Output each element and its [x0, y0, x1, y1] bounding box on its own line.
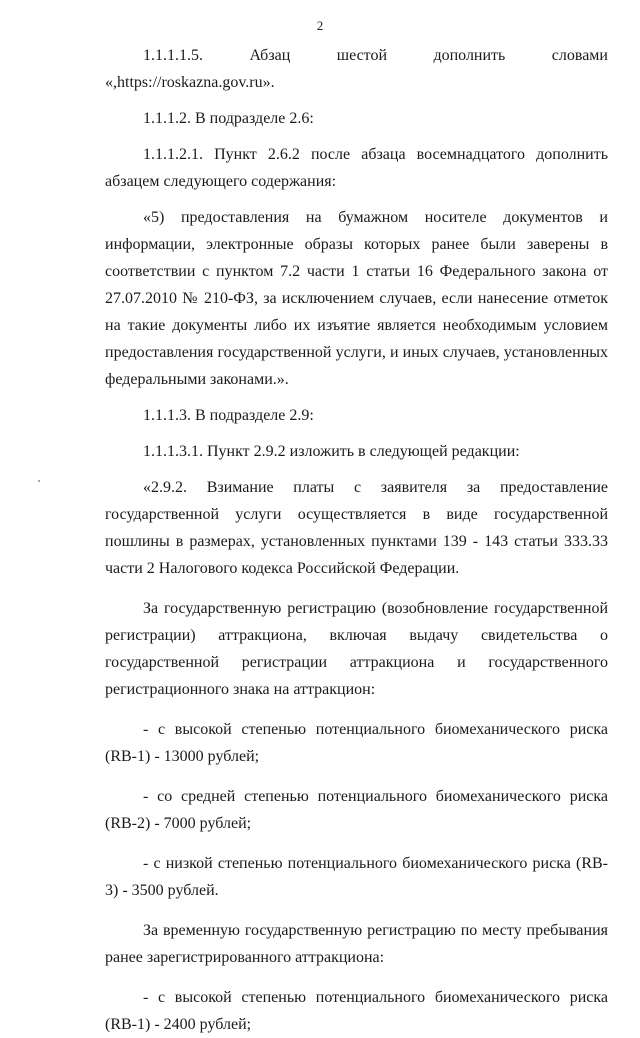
- fee-item-rb1: - с высокой степенью потенциального биомеханического риска (RB-1) - 13000 рублей;: [105, 721, 608, 765]
- temp-fee-item-rb1: - с высокой степенью потенциального биомеханического риска (RB-1) - 2400 рублей;: [105, 989, 608, 1033]
- fee-item-rb3: - с низкой степенью потенциального биомеханического риска (RB-3) - 3500 рублей.: [105, 855, 608, 899]
- paragraph-1-1-1-3-1: 1.1.1.3.1. Пункт 2.9.2 изложить в следующей редакции:: [143, 443, 520, 460]
- paragraph-1-1-1-3: 1.1.1.3. В подразделе 2.9:: [143, 407, 314, 424]
- paragraph-registration-fees: За государственную регистрацию (возобновление государственной регистрации) аттракциона, включая выдачу свидетельства о государственной регистрации аттракциона и государственного регистрационного знака на аттракцион:: [105, 600, 608, 698]
- page-number: 2: [316, 18, 324, 33]
- document-body: [105, 42, 608, 1038]
- paragraph-1-1-1-2: 1.1.1.2. В подразделе 2.6:: [143, 110, 314, 127]
- fee-item-rb2: - со средней степенью потенциального биомеханического риска (RB-2) - 7000 рублей;: [105, 788, 608, 832]
- paragraph-2-9-2: «2.9.2. Взимание платы с заявителя за предоставление государственной услуги осуществляется в виде государственной пошлины в размерах, установленных пунктами 139 - 143 статьи 333.33 части 2 Налогового кодекса Российской Федерации.: [105, 479, 608, 577]
- paragraph-1-1-1-2-1: 1.1.1.2.1. Пункт 2.6.2 после абзаца восемнадцатого дополнить абзацем следующего содержания:: [105, 146, 608, 190]
- scan-speck: [38, 480, 40, 482]
- paragraph-1-1-1-1-5: 1.1.1.1.5. Абзац шестой дополнить словами «,https://roskazna.gov.ru».: [105, 47, 608, 91]
- paragraph-quote-item-5: «5) предоставления на бумажном носителе документов и информации, электронные образы которых ранее были заверены в соответствии с пунктом 7.2 части 1 статьи 16 Федерального закона от 27.07.2010 № 210-ФЗ, за исключением случаев, если нанесение отметок на такие документы либо их изъятие является необходимым условием предоставления государственной услуги, и иных случаев, установленных федеральными законами.».: [105, 209, 608, 388]
- paragraph-temporary-registration: За временную государственную регистрацию по месту пребывания ранее зарегистрированного аттракциона:: [105, 922, 608, 966]
